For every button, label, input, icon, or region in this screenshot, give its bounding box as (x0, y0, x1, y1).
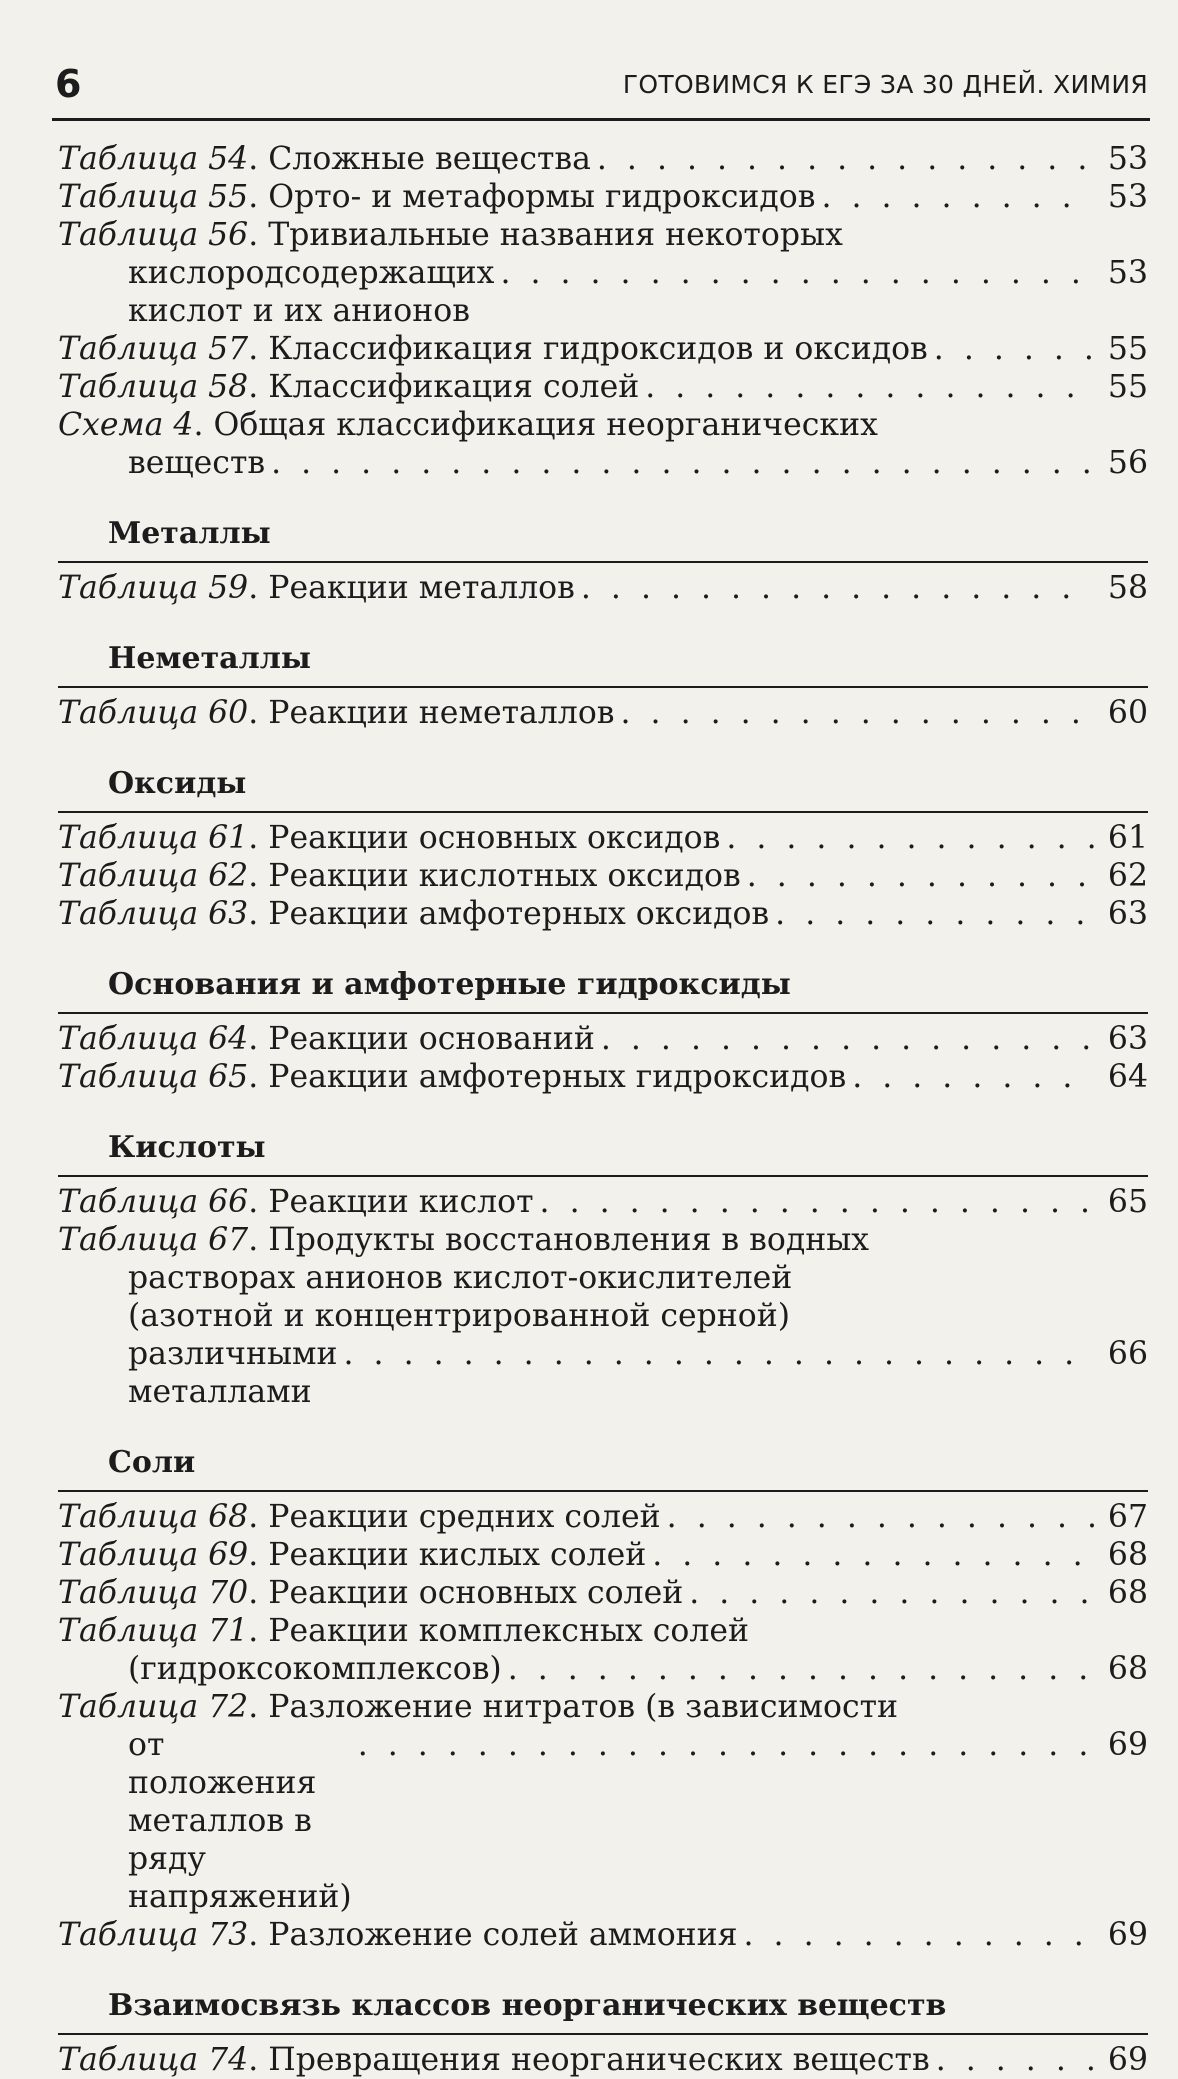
entry-label: Таблица 72 (58, 1689, 249, 1725)
entry-continuation-text: от положения металлов в ряду напряжений) (128, 1727, 352, 1915)
entry-title: . Превращения неорганических веществ (248, 2042, 930, 2078)
dot-leader (344, 1335, 1094, 1373)
toc-entry-text (58, 1574, 683, 1612)
entry-continuation-line (58, 1650, 1148, 1688)
toc-entry (58, 1916, 1148, 1954)
section-heading: Оксиды (108, 766, 247, 801)
section-heading: Основания и амфотерные гидроксиды (108, 967, 791, 1002)
page-ref: 66 (1107, 1336, 1148, 1372)
entry-label: Таблица 63 (58, 896, 249, 932)
toc-entry-text (58, 819, 720, 857)
toc-entry-text (58, 1612, 1148, 1650)
dot-leader (726, 819, 1094, 857)
section-rule (58, 811, 1148, 813)
toc-entry (58, 694, 1148, 732)
page-ref: 63 (1107, 896, 1148, 932)
dot-leader (358, 1726, 1094, 1764)
toc-entry-line (58, 216, 1148, 254)
page-ref: 58 (1107, 570, 1148, 606)
toc-entry-text (58, 1498, 661, 1536)
page-ref: 68 (1107, 1651, 1148, 1687)
page-ref: 69 (1107, 1917, 1148, 1953)
toc-entry (58, 1020, 1148, 1058)
entry-title: . Реакции неметаллов (248, 695, 615, 731)
toc-entry-line (58, 368, 1148, 406)
toc-entry-text (58, 1058, 846, 1096)
entry-label: Таблица 66 (58, 1184, 249, 1220)
entry-title: . Продукты восстановления в водных (248, 1222, 870, 1258)
entry-label: Таблица 73 (58, 1917, 249, 1953)
toc-entry-line (58, 895, 1148, 933)
toc-entry-text (58, 2041, 930, 2079)
page-ref: 63 (1107, 1021, 1148, 1057)
entry-continuation-line (58, 1259, 1148, 1297)
toc-entry-text (58, 1183, 534, 1221)
page-ref: 69 (1107, 1727, 1148, 1763)
entry-title: . Реакции средних солей (248, 1499, 661, 1535)
toc-entry (58, 1574, 1148, 1612)
toc-entry (58, 140, 1148, 178)
entry-title: . Реакции комплексных солей (248, 1613, 750, 1649)
entry-title: . Классификация гидроксидов и оксидов (248, 331, 928, 367)
toc-entry-text (58, 1688, 1148, 1726)
entry-continuation-text: (азотной и концентрированной серной) (128, 1298, 791, 1334)
entry-title: . Реакции кислых солей (248, 1537, 647, 1573)
toc-entry (58, 819, 1148, 857)
toc-entry-line (58, 406, 1148, 444)
entry-title: . Реакции металлов (248, 570, 575, 606)
entry-continuation-text: растворах анионов кислот-окислителей (128, 1260, 793, 1296)
page-ref: 64 (1107, 1059, 1148, 1095)
section-heading: Соли (108, 1445, 196, 1480)
toc-entry (58, 178, 1148, 216)
section-rule (58, 1490, 1148, 1492)
entry-label: Таблица 67 (58, 1222, 249, 1258)
dot-leader (852, 1058, 1094, 1096)
entry-title: . Реакции амфотерных гидроксидов (248, 1059, 847, 1095)
toc-entry (58, 368, 1148, 406)
page-ref: 53 (1107, 179, 1148, 215)
page-ref: 68 (1107, 1537, 1148, 1573)
toc-entry-text (58, 857, 741, 895)
toc-section (58, 967, 1148, 1096)
toc-entry (58, 1536, 1148, 1574)
page-number: 6 (55, 62, 82, 106)
toc-section (58, 516, 1148, 607)
dot-leader (621, 694, 1094, 732)
section-rule (58, 2033, 1148, 2035)
dot-leader (747, 857, 1094, 895)
toc-entry (58, 1221, 1148, 1411)
toc-entry (58, 1688, 1148, 1916)
entry-title: . Разложение солей аммония (248, 1917, 738, 1953)
page-ref: 68 (1107, 1575, 1148, 1611)
toc-entry-line (58, 1221, 1148, 1259)
entry-title: . Общая классификация неорганических (193, 407, 878, 443)
dot-leader (652, 1536, 1094, 1574)
page-ref: 53 (1107, 255, 1148, 291)
dot-leader (601, 1020, 1094, 1058)
dot-leader (271, 444, 1094, 482)
entry-title: . Классификация солей (248, 369, 640, 405)
toc-section (58, 1445, 1148, 1954)
toc-entry (58, 216, 1148, 330)
toc-entry-line (58, 1498, 1148, 1536)
entry-label: Таблица 62 (58, 858, 249, 894)
toc-entry-text (58, 1221, 1148, 1259)
toc-section (58, 1988, 1148, 2079)
entry-label: Таблица 57 (58, 331, 249, 367)
dot-leader (667, 1498, 1094, 1536)
dot-leader (821, 178, 1094, 216)
entry-continuation-text: веществ (128, 445, 266, 481)
toc-section (58, 766, 1148, 933)
entry-label: Таблица 70 (58, 1575, 249, 1611)
page-ref: 62 (1107, 858, 1148, 894)
toc-entry-line (58, 1574, 1148, 1612)
toc-entry-line (58, 694, 1148, 732)
page-ref: 56 (1107, 445, 1148, 481)
toc-entry-line (58, 1058, 1148, 1096)
toc-entry-line (58, 819, 1148, 857)
toc-entry-text (58, 216, 1148, 254)
toc-entry-line (58, 140, 1148, 178)
toc-section (58, 641, 1148, 732)
entry-title: . Сложные вещества (248, 141, 591, 177)
section-heading: Кислоты (108, 1130, 266, 1165)
entry-label: Таблица 61 (58, 820, 249, 856)
toc-entry (58, 1058, 1148, 1096)
dot-leader (597, 140, 1094, 178)
entry-label: Таблица 71 (58, 1613, 249, 1649)
dot-leader (645, 368, 1094, 406)
entry-label: Таблица 59 (58, 570, 249, 606)
section-heading: Металлы (108, 516, 271, 551)
page-ref: 65 (1107, 1184, 1148, 1220)
section-heading: Неметаллы (108, 641, 311, 676)
toc-entry-text (58, 140, 591, 178)
entry-title: . Реакции кислот (248, 1184, 534, 1220)
toc-entry (58, 1183, 1148, 1221)
entry-label: Таблица 68 (58, 1499, 249, 1535)
table-of-contents (58, 140, 1148, 2079)
section-heading: Взаимосвязь классов неорганических веществ (108, 1988, 947, 2023)
toc-entry-text (58, 1916, 738, 1954)
page-ref: 53 (1107, 141, 1148, 177)
entry-label: Таблица 58 (58, 369, 249, 405)
dot-leader (500, 254, 1094, 292)
entry-title: . Реакции кислотных оксидов (248, 858, 741, 894)
entry-continuation-line (58, 1297, 1148, 1335)
section-rule (58, 561, 1148, 563)
dot-leader (744, 1916, 1094, 1954)
page-header (55, 62, 1148, 112)
entry-label: Таблица 69 (58, 1537, 249, 1573)
entry-continuation-line (58, 1335, 1148, 1411)
entry-title: . Тривиальные названия некоторых (248, 217, 843, 253)
toc-entry-text (58, 694, 615, 732)
toc-entry-text (58, 406, 1148, 444)
page-ref: 61 (1107, 820, 1148, 856)
page-ref: 69 (1107, 2042, 1148, 2078)
section-rule (58, 1012, 1148, 1014)
dot-leader (936, 2041, 1094, 2079)
entry-continuation-line (58, 254, 1148, 330)
toc-entry-text (58, 1536, 646, 1574)
page-ref: 55 (1107, 331, 1148, 367)
toc-entry (58, 406, 1148, 482)
toc-entry-text (58, 330, 928, 368)
toc-entry-text (58, 368, 639, 406)
entry-label: Схема 4 (58, 407, 194, 443)
dot-leader (689, 1574, 1094, 1612)
toc-entry-line (58, 857, 1148, 895)
toc-entry (58, 895, 1148, 933)
entry-label: Таблица 55 (58, 179, 249, 215)
toc-entry-line (58, 569, 1148, 607)
entry-continuation-line (58, 1726, 1148, 1916)
toc-entry-line (58, 1688, 1148, 1726)
entry-title: . Реакции основных оксидов (248, 820, 721, 856)
entry-label: Таблица 54 (58, 141, 249, 177)
toc-entry-line (58, 1612, 1148, 1650)
toc-entry (58, 2041, 1148, 2079)
toc-entry-line (58, 1020, 1148, 1058)
section-rule (58, 686, 1148, 688)
toc-entry-line (58, 1916, 1148, 1954)
toc-entry-line (58, 330, 1148, 368)
toc-entry (58, 1498, 1148, 1536)
entry-label: Таблица 74 (58, 2042, 249, 2078)
entry-continuation-line (58, 444, 1148, 482)
header-rule (52, 118, 1150, 121)
toc-entry-line (58, 178, 1148, 216)
page-ref: 67 (1107, 1499, 1148, 1535)
toc-entry (58, 330, 1148, 368)
entry-title: . Орто- и метаформы гидроксидов (248, 179, 816, 215)
toc-entry-line (58, 2041, 1148, 2079)
dot-leader (540, 1183, 1094, 1221)
toc-entry-line (58, 1183, 1148, 1221)
entry-title: . Реакции основных солей (248, 1575, 684, 1611)
entry-label: Таблица 64 (58, 1021, 249, 1057)
running-title: ГОТОВИМСЯ К ЕГЭ ЗА 30 ДНЕЙ. ХИМИЯ (622, 70, 1148, 99)
toc-entry-line (58, 1536, 1148, 1574)
entry-title: . Реакции оснований (248, 1021, 595, 1057)
entry-label: Таблица 56 (58, 217, 249, 253)
toc-entry-text (58, 1020, 595, 1058)
toc-entry (58, 1612, 1148, 1688)
toc-entry (58, 857, 1148, 895)
dot-leader (775, 895, 1094, 933)
entry-title: . Разложение нитратов (в зависимости (248, 1689, 899, 1725)
entry-label: Таблица 65 (58, 1059, 249, 1095)
page-ref: 55 (1107, 369, 1148, 405)
toc-entry (58, 569, 1148, 607)
entry-continuation-text: различными металлами (128, 1336, 338, 1410)
toc-entry-text (58, 569, 575, 607)
entry-title: . Реакции амфотерных оксидов (248, 896, 770, 932)
page-ref: 60 (1107, 695, 1148, 731)
dot-leader (581, 569, 1094, 607)
entry-continuation-text: кислородсодержащих кислот и их анионов (128, 255, 495, 329)
entry-label: Таблица 60 (58, 695, 249, 731)
dot-leader (934, 330, 1094, 368)
toc-entry-text (58, 178, 815, 216)
dot-leader (508, 1650, 1094, 1688)
entry-continuation-text: (гидроксокомплексов) (128, 1651, 502, 1687)
toc-entry-text (58, 895, 769, 933)
toc-section (58, 1130, 1148, 1411)
section-rule (58, 1175, 1148, 1177)
